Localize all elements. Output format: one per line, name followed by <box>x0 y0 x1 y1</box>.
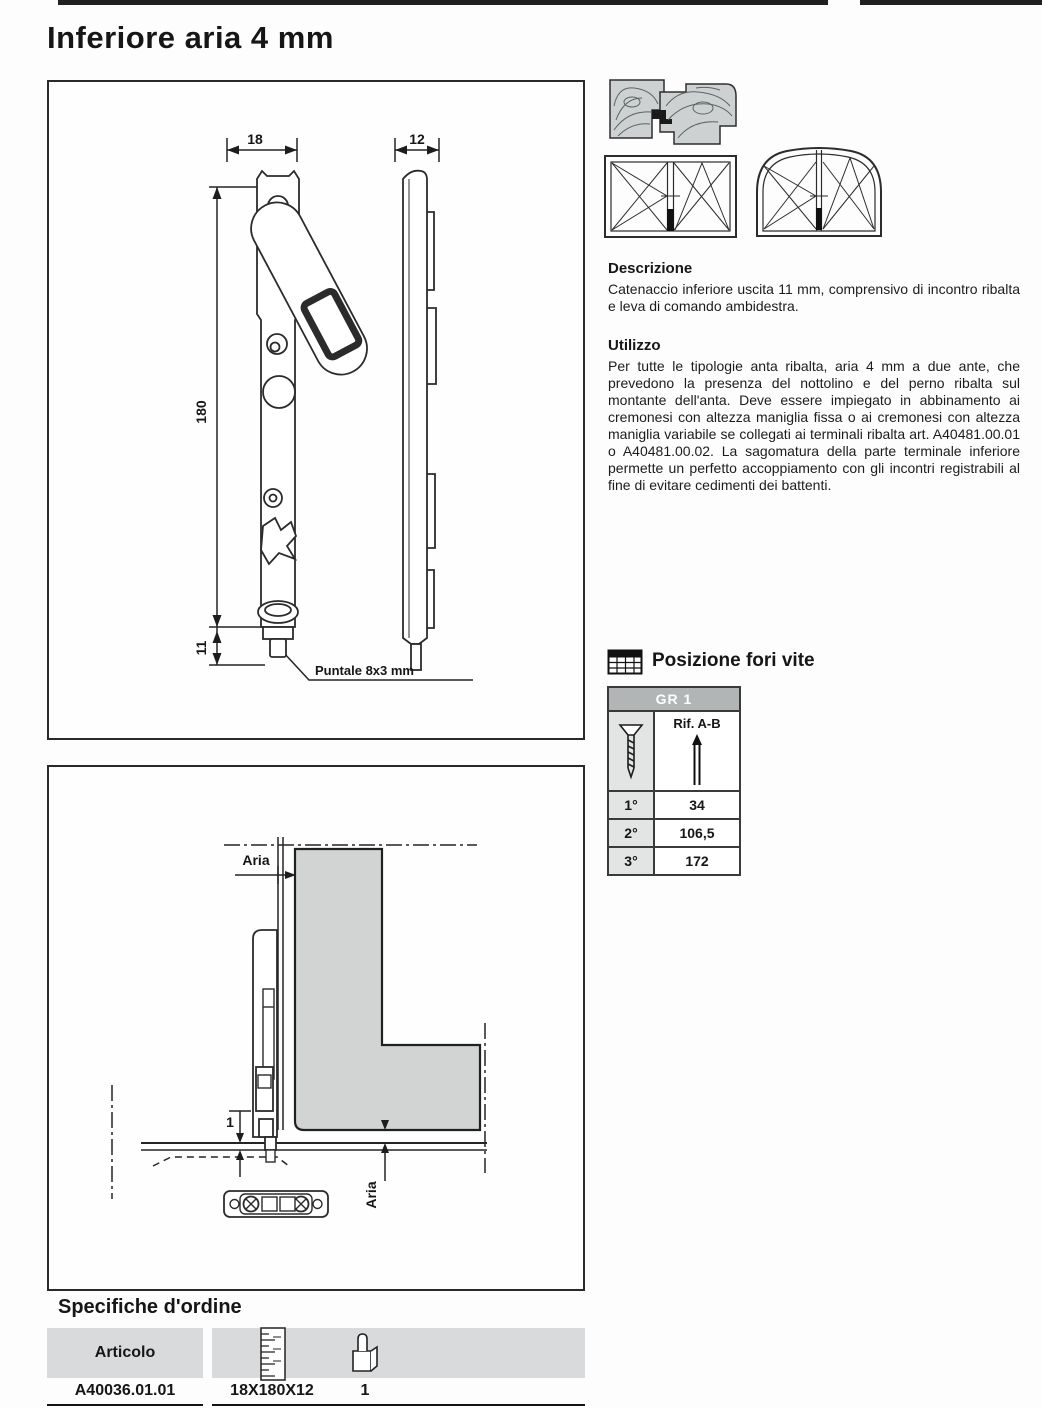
articolo-header-cell <box>47 1328 203 1378</box>
top-rule-right <box>860 0 1042 5</box>
dim-side-width-label: 12 <box>409 131 425 147</box>
latch-technical-drawing <box>49 82 583 734</box>
order-icons-header-cell <box>212 1328 585 1378</box>
frame-profile-section <box>295 849 480 1130</box>
descrizione-heading: Descrizione <box>608 260 693 277</box>
screw-icon <box>618 722 644 780</box>
corner-section-drawing <box>49 767 583 1289</box>
order-table-underline <box>47 1404 203 1406</box>
screw-position-table <box>607 686 741 876</box>
screw-column-cell <box>609 712 655 790</box>
order-table-underline <box>212 1404 585 1406</box>
latch-position-marker <box>667 209 674 231</box>
dimensioni-value: 18X180X12 <box>230 1382 314 1399</box>
aria-bottom-label: Aria <box>363 1181 379 1209</box>
pos-cell: 2° <box>609 820 655 846</box>
page-title: Inferiore aria 4 mm <box>47 20 334 55</box>
rect-window-type-icon <box>603 154 739 240</box>
gap-dim-label: 1 <box>226 1114 234 1130</box>
rif-column-cell <box>655 712 739 790</box>
pos-cell: 3° <box>609 848 655 874</box>
rif-header: Rif. A-B <box>673 716 721 731</box>
confezione-value: 1 <box>360 1382 370 1399</box>
articolo-value: A40036.01.01 <box>74 1382 176 1399</box>
value-cell: 106,5 <box>679 825 715 841</box>
top-rule-left <box>58 0 828 5</box>
latch-side-profile <box>253 930 277 1162</box>
dim-height-label: 180 <box>193 400 209 424</box>
strike-plate <box>224 1191 328 1217</box>
dim-front-width-label: 18 <box>247 131 263 147</box>
latch-drawing-panel <box>47 80 585 740</box>
dim-bottom-label: 11 <box>193 640 209 656</box>
latch-position-marker <box>816 208 822 230</box>
corner-section-panel <box>47 765 585 1291</box>
articolo-header-label: Articolo <box>94 1344 156 1361</box>
group-header-cell: GR 1 <box>609 688 739 710</box>
aria-top-label: Aria <box>242 852 270 868</box>
table-row <box>609 846 739 874</box>
latch-front-view <box>242 171 376 657</box>
pin-icon <box>690 732 704 788</box>
value-cell: 34 <box>689 797 705 813</box>
arched-window-type-icon <box>754 144 886 241</box>
ruler-dimensions-icon <box>260 1327 286 1381</box>
latch-side-view <box>403 171 436 670</box>
tip-label: Puntale 8x3 mm <box>315 663 414 678</box>
posizione-fori-vite-heading: Posizione fori vite <box>652 650 815 671</box>
utilizzo-body: Per tutte le tipologie anta ribalta, aria 4 mm a due ante, che prevedono la presenza del nottolino e del perno ribalta sul montante dell'anta. Deve essere impiegato in abbinamento ai cremonesi con altezza maniglia fissa o ai cremonesi con altezza maniglia variabile se collegati ai terminali ribalta art. A40481.00.01 o A40481.00.02. La sagomatura della parte terminale inferiore permette un perfetto accoppiamento con gli incontri registrabili al fine di evitare cedimenti dei battenti. <box>608 358 1020 493</box>
grid-table-icon <box>607 649 643 676</box>
table-row <box>609 790 739 818</box>
pos-cell: 1° <box>609 792 655 818</box>
value-cell: 172 <box>685 853 709 869</box>
utilizzo-heading: Utilizzo <box>608 337 661 354</box>
specifiche-ordine-heading: Specifiche d'ordine <box>58 1296 242 1318</box>
descrizione-body: Catenaccio inferiore uscita 11 mm, comprensivo di incontro ribalta e leva di comando ambidestra. <box>608 281 1020 314</box>
table-row <box>609 818 739 846</box>
wood-profile-thumbnail <box>608 76 738 150</box>
icon-row <box>609 710 739 790</box>
package-quantity-icon <box>348 1331 380 1375</box>
